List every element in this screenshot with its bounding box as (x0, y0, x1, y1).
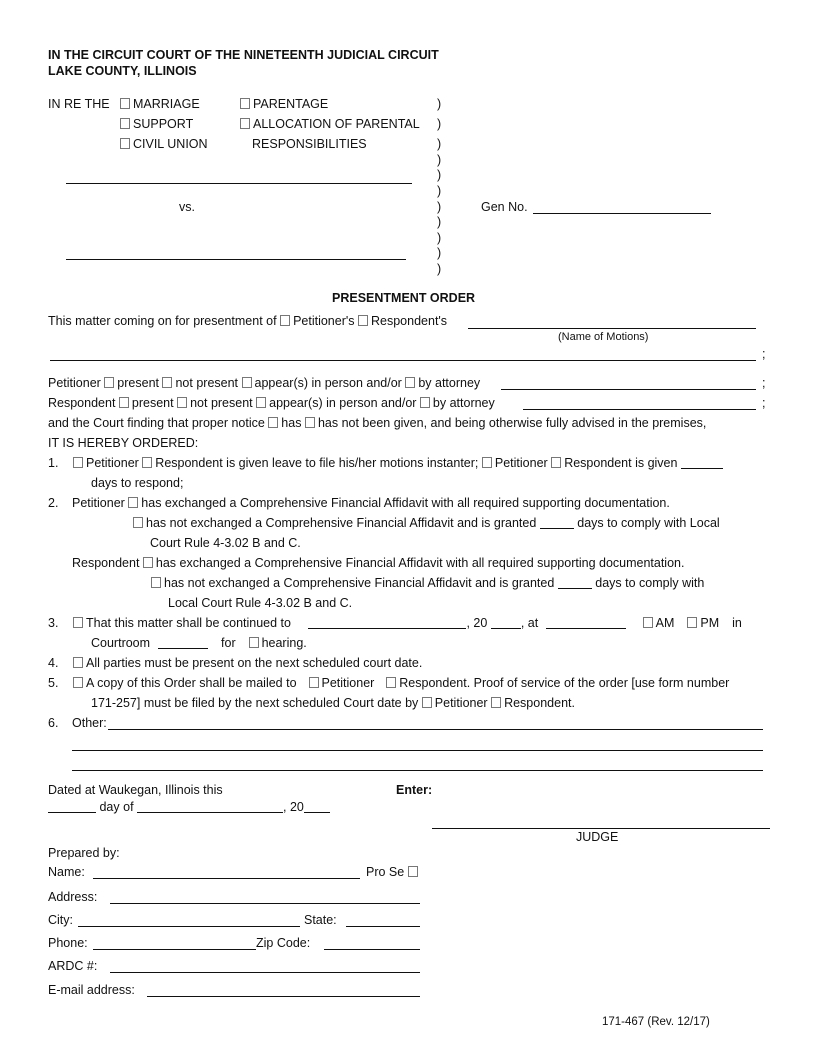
item-4: All parties must be present on the next scheduled court date. (73, 656, 422, 671)
checkbox-petitioners[interactable] (280, 315, 290, 326)
continued-date-field[interactable] (308, 616, 466, 629)
option-civil-union[interactable]: CIVIL UNION (120, 137, 208, 152)
name-label: Name: (48, 865, 85, 879)
prepared-by-label: Prepared by: (48, 846, 120, 860)
checkbox-i2-resp-has[interactable] (143, 557, 153, 568)
in-re-label: IN RE THE (48, 97, 110, 111)
checkbox-i1-respondent-2[interactable] (551, 457, 561, 468)
day-field[interactable] (48, 800, 96, 813)
address-label: Address: (48, 890, 98, 904)
caption-paren: ) (437, 117, 442, 131)
checkbox-support[interactable] (120, 118, 130, 129)
pet-attorney-field[interactable] (501, 389, 756, 390)
caption-paren: ) (437, 231, 442, 245)
pet-days-field[interactable] (540, 516, 574, 529)
notice-finding: and the Court finding that proper notice has has not been given, and being otherwise fully advised in the premises, (48, 416, 707, 430)
item-5: A copy of this Order shall be mailed to Petitioner Respondent. Proof of service of the order [use form number (73, 676, 729, 691)
form-number: 171-467 (Rev. 12/17) (602, 1016, 710, 1028)
respondent-appearance: Respondent present not present appear(s) in person and/or by attorney (48, 396, 495, 410)
checkbox-i2-pet-hasnot[interactable] (133, 517, 143, 528)
judge-signature-line[interactable] (432, 828, 770, 829)
enter-label: Enter: (396, 783, 433, 797)
item-1: Petitioner Respondent is given leave to file his/her motions instanter; Petitioner Respondent is given (73, 456, 723, 471)
other-field-3[interactable] (72, 770, 763, 771)
checkbox-i5-respondent-2[interactable] (491, 697, 501, 708)
dated-year-field[interactable] (304, 800, 330, 813)
city-label: City: (48, 913, 73, 927)
year-field[interactable] (491, 616, 521, 629)
item-2-resp-rule: Local Court Rule 4-3.02 B and C. (168, 596, 353, 610)
caption-paren: ) (437, 137, 442, 151)
item-1-cont: days to respond; (91, 476, 184, 490)
checkbox-resp-attorney[interactable] (420, 397, 430, 408)
page-title: PRESENTMENT ORDER (332, 291, 476, 305)
item-number: 3. (48, 616, 59, 630)
ordered-heading: IT IS HEREBY ORDERED: (48, 436, 199, 450)
caption-paren: ) (437, 97, 442, 111)
checkbox-i4[interactable] (73, 657, 83, 668)
days-field[interactable] (681, 456, 723, 469)
respondent-name-line[interactable] (66, 259, 406, 260)
motions-field-cont[interactable] (50, 360, 756, 361)
option-support[interactable]: SUPPORT (120, 117, 193, 132)
caption-paren: ) (437, 246, 442, 260)
caption-paren: ) (437, 153, 442, 167)
checkbox-i2-resp-hasnot[interactable] (151, 577, 161, 588)
checkbox-respondents[interactable] (358, 315, 368, 326)
item-2-petitioner: Petitioner has exchanged a Comprehensive Financial Affidavit with all required supporting documentation. (72, 496, 670, 510)
petitioner-appearance: Petitioner present not present appear(s) in person and/or by attorney (48, 376, 481, 390)
courtroom-field[interactable] (158, 636, 208, 649)
caption-paren: ) (437, 184, 442, 198)
checkbox-resp-appear[interactable] (256, 397, 266, 408)
semicolon: ; (762, 376, 766, 390)
checkbox-am[interactable] (643, 617, 653, 628)
option-allocation-cont: RESPONSIBILITIES (252, 137, 367, 151)
checkbox-pet-present[interactable] (104, 377, 114, 388)
city-field[interactable] (78, 926, 300, 927)
phone-label: Phone: (48, 936, 88, 950)
checkbox-i1-respondent[interactable] (142, 457, 152, 468)
resp-attorney-field[interactable] (523, 409, 756, 410)
option-allocation[interactable]: ALLOCATION OF PARENTAL (240, 117, 420, 132)
address-field[interactable] (110, 903, 420, 904)
checkbox-notice-has[interactable] (268, 417, 278, 428)
item-2-pet-rule: Court Rule 4-3.02 B and C. (150, 536, 301, 550)
email-label: E-mail address: (48, 983, 135, 997)
item-2-resp-hasnot: has not exchanged a Comprehensive Financial Affidavit and is granted days to comply with (151, 576, 704, 591)
phone-field[interactable] (93, 949, 256, 950)
motions-caption: (Name of Motions) (558, 331, 649, 343)
checkbox-pro-se[interactable] (408, 866, 418, 877)
checkbox-i5-petitioner-2[interactable] (422, 697, 432, 708)
caption-paren: ) (437, 168, 442, 182)
checkbox-pet-attorney[interactable] (405, 377, 415, 388)
item-number: 1. (48, 456, 59, 470)
checkbox-marriage[interactable] (120, 98, 130, 109)
email-field[interactable] (147, 996, 420, 997)
checkbox-resp-not-present[interactable] (177, 397, 187, 408)
month-field[interactable] (137, 800, 283, 813)
checkbox-allocation[interactable] (240, 118, 250, 129)
checkbox-i5-respondent[interactable] (386, 677, 396, 688)
judge-label: JUDGE (576, 830, 619, 844)
option-marriage[interactable]: MARRIAGE (120, 97, 200, 112)
dated-line: Dated at Waukegan, Illinois this (48, 783, 223, 797)
caption-paren: ) (437, 215, 442, 229)
court-county: LAKE COUNTY, ILLINOIS (48, 64, 197, 78)
ardc-label: ARDC #: (48, 959, 98, 973)
checkbox-resp-present[interactable] (119, 397, 129, 408)
checkbox-pet-not-present[interactable] (162, 377, 172, 388)
checkbox-parentage[interactable] (240, 98, 250, 109)
item-5-cont: 171-257] must be filed by the next scheduled Court date by Petitioner Respondent. (91, 696, 575, 710)
pro-se-option: Pro Se (366, 865, 421, 880)
state-field[interactable] (346, 926, 420, 927)
state-label: State: (304, 913, 337, 927)
gen-no-field[interactable] (533, 213, 711, 214)
item-number: 2. (48, 496, 59, 510)
zip-field[interactable] (324, 949, 420, 950)
intro-line: This matter coming on for presentment of Petitioner's Respondent's (48, 314, 448, 328)
checkbox-i5[interactable] (73, 677, 83, 688)
checkbox-i1-petitioner[interactable] (73, 457, 83, 468)
checkbox-i1-petitioner-2[interactable] (482, 457, 492, 468)
other-field-2[interactable] (72, 750, 763, 751)
semicolon: ; (762, 347, 766, 361)
checkbox-notice-has-not[interactable] (305, 417, 315, 428)
checkbox-i5-petitioner[interactable] (309, 677, 319, 688)
semicolon: ; (762, 396, 766, 410)
gen-no-label: Gen No. (481, 200, 528, 214)
caption-paren: ) (437, 262, 442, 276)
court-name: IN THE CIRCUIT COURT OF THE NINETEENTH JUDICIAL CIRCUIT (48, 48, 439, 62)
item-number: 6. (48, 716, 59, 730)
petitioner-name-line[interactable] (66, 183, 412, 184)
item-2-respondent: Respondent has exchanged a Comprehensive Financial Affidavit with all required supporting documentation. (72, 556, 685, 570)
checkbox-pm[interactable] (687, 617, 697, 628)
option-parentage[interactable]: PARENTAGE (240, 97, 328, 112)
checkbox-pet-appear[interactable] (242, 377, 252, 388)
resp-days-field[interactable] (558, 576, 592, 589)
name-field[interactable] (93, 878, 360, 879)
vs-label: vs. (179, 200, 195, 214)
motions-field[interactable] (468, 328, 756, 329)
checkbox-i2-pet-has[interactable] (128, 497, 138, 508)
item-3-cont: Courtroom for hearing. (91, 636, 307, 650)
zip-label: Zip Code: (256, 936, 311, 950)
other-field[interactable] (108, 729, 763, 730)
checkbox-civil-union[interactable] (120, 138, 130, 149)
item-3: That this matter shall be continued to , 20 , at AM PM in (73, 616, 742, 631)
checkbox-i3[interactable] (73, 617, 83, 628)
ardc-field[interactable] (110, 972, 420, 973)
item-2-pet-hasnot: has not exchanged a Comprehensive Financial Affidavit and is granted days to comply with Local (133, 516, 720, 531)
time-field[interactable] (546, 616, 626, 629)
checkbox-hearing[interactable] (249, 637, 259, 648)
day-of-line: day of , 20 (48, 800, 330, 815)
caption-paren: ) (437, 200, 442, 214)
other-label: Other: (72, 716, 107, 730)
item-number: 5. (48, 676, 59, 690)
item-number: 4. (48, 656, 59, 670)
